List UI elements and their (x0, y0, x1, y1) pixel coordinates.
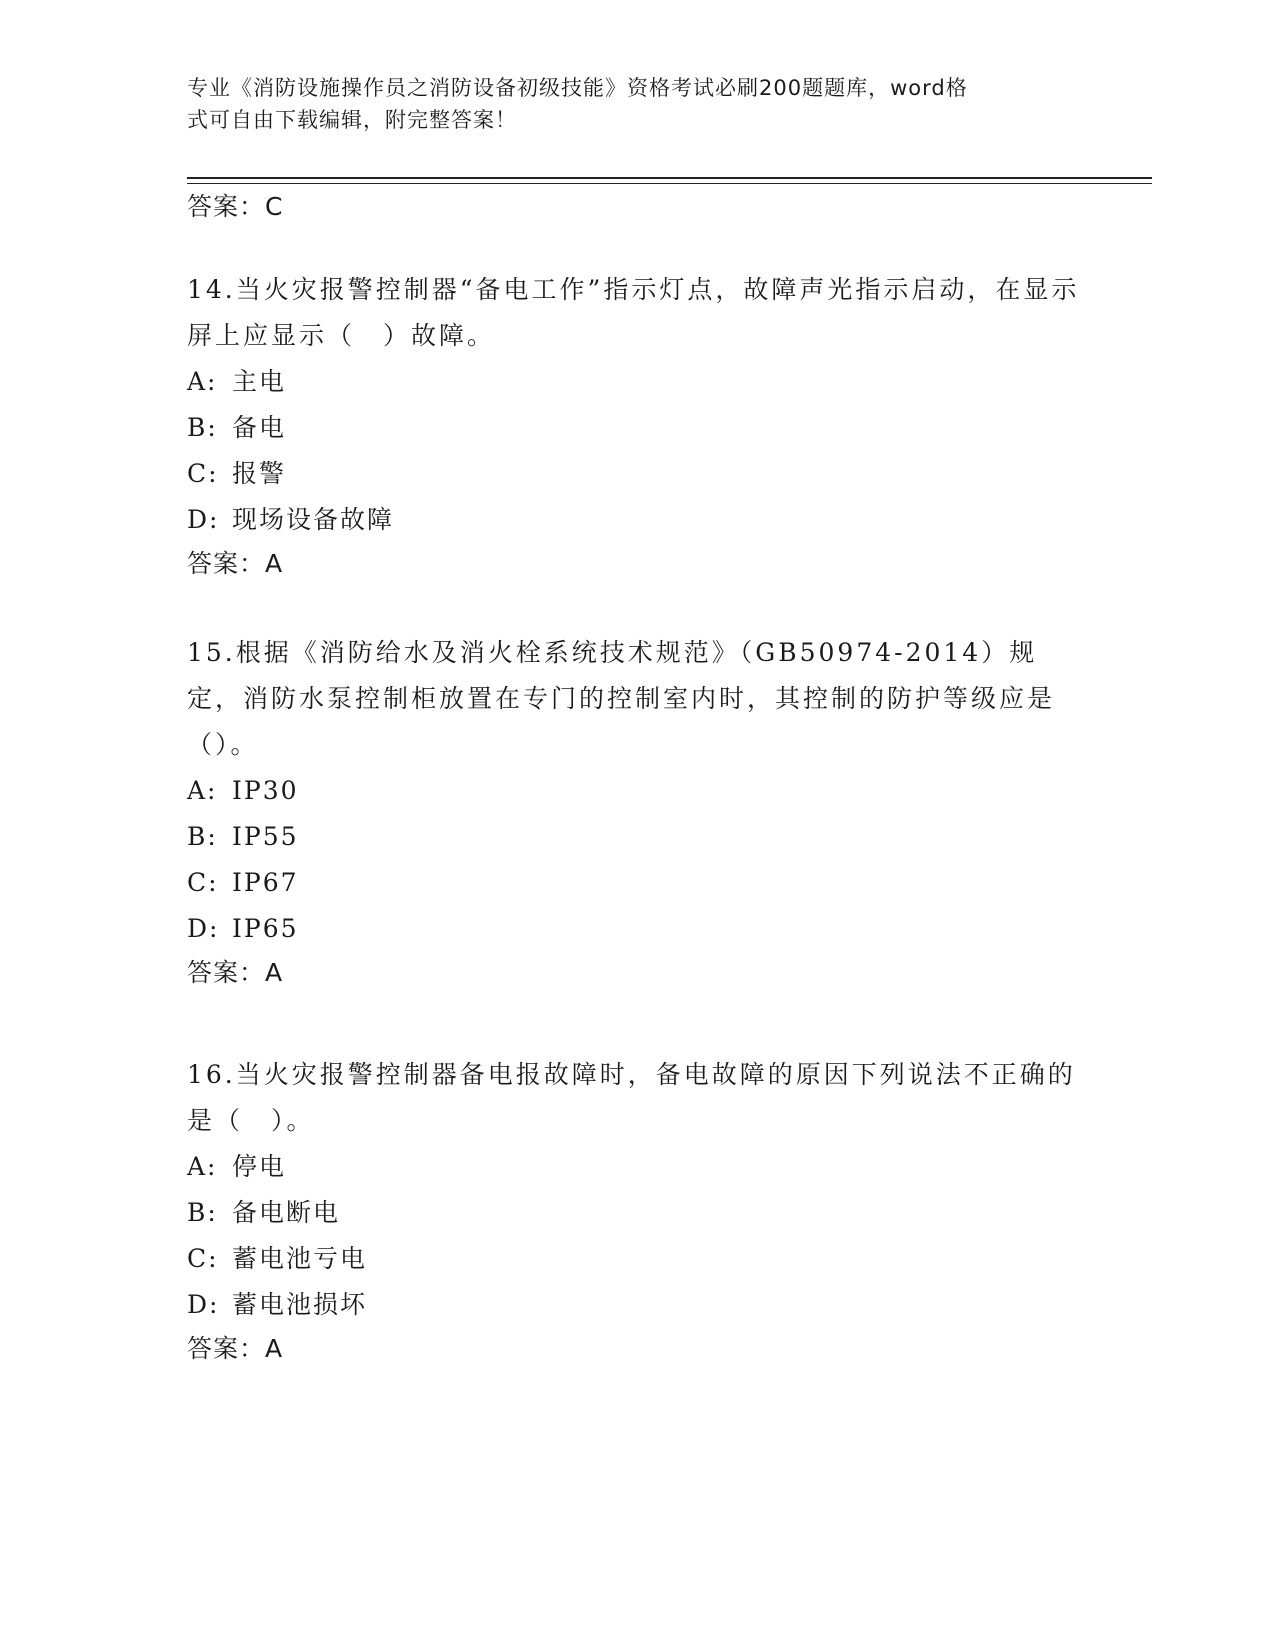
option-letter: C: (187, 1244, 219, 1273)
option-letter: A: (187, 1152, 218, 1181)
header-line-1: 专业《消防设施操作员之消防设备初级技能》资格考试必刷200题题库，word格 (187, 76, 968, 100)
option-letter: D: (187, 914, 220, 943)
option-a (187, 768, 1087, 814)
option-a (187, 359, 1087, 405)
option-text: 停电 (232, 1152, 287, 1181)
option-text: IP65 (232, 914, 299, 943)
question-stem: 16.当火灾报警控制器备电报故障时，备电故障的原因下列说法不正确的是（ ）。 (187, 1060, 1076, 1135)
option-letter: B: (187, 1198, 218, 1227)
answer-line: 答案：A (187, 958, 284, 987)
question-stem: 14.当火灾报警控制器“备电工作”指示灯点，故障声光指示启动，在显示屏上应显示（ ）故障。 (187, 275, 1080, 350)
option-text: IP30 (232, 776, 299, 805)
header-divider-thick (187, 177, 1152, 179)
option-text: 主电 (232, 367, 287, 396)
option-c (187, 1236, 1087, 1282)
document-header (187, 72, 1067, 136)
option-letter: C: (187, 868, 219, 897)
option-text: 备电 (232, 413, 287, 442)
option-b (187, 405, 1087, 451)
option-text: 报警 (232, 459, 287, 488)
option-letter: B: (187, 413, 218, 442)
header-divider-thin (187, 183, 1152, 184)
previous-answer: 答案：C (187, 192, 284, 221)
option-d (187, 1282, 1087, 1328)
question-stem: 15.根据《消防给水及消火栓系统技术规范》（GB50974-2014）规定，消防水泵控制柜放置在专门的控制室内时，其控制的防护等级应是（）。 (187, 638, 1056, 759)
question-15 (187, 630, 1087, 990)
option-text: 现场设备故障 (232, 505, 395, 534)
option-c (187, 860, 1087, 906)
answer-line: 答案：A (187, 1334, 284, 1363)
question-16 (187, 1052, 1087, 1366)
option-letter: A: (187, 367, 218, 396)
option-letter: A: (187, 776, 218, 805)
option-d (187, 906, 1087, 952)
option-text: 备电断电 (232, 1198, 341, 1227)
option-letter: C: (187, 459, 219, 488)
option-letter: D: (187, 1290, 220, 1319)
option-b (187, 814, 1087, 860)
answer-line: 答案：A (187, 549, 284, 578)
option-letter: B: (187, 822, 218, 851)
option-text: 蓄电池损坏 (232, 1290, 368, 1319)
option-letter: D: (187, 505, 220, 534)
question-14 (187, 267, 1087, 581)
option-c (187, 451, 1087, 497)
option-text: IP67 (232, 868, 299, 897)
option-text: IP55 (232, 822, 299, 851)
header-line-2: 式可自由下载编辑，附完整答案！ (187, 108, 517, 132)
option-d (187, 497, 1087, 543)
option-text: 蓄电池亏电 (232, 1244, 368, 1273)
option-a (187, 1144, 1087, 1190)
option-b (187, 1190, 1087, 1236)
